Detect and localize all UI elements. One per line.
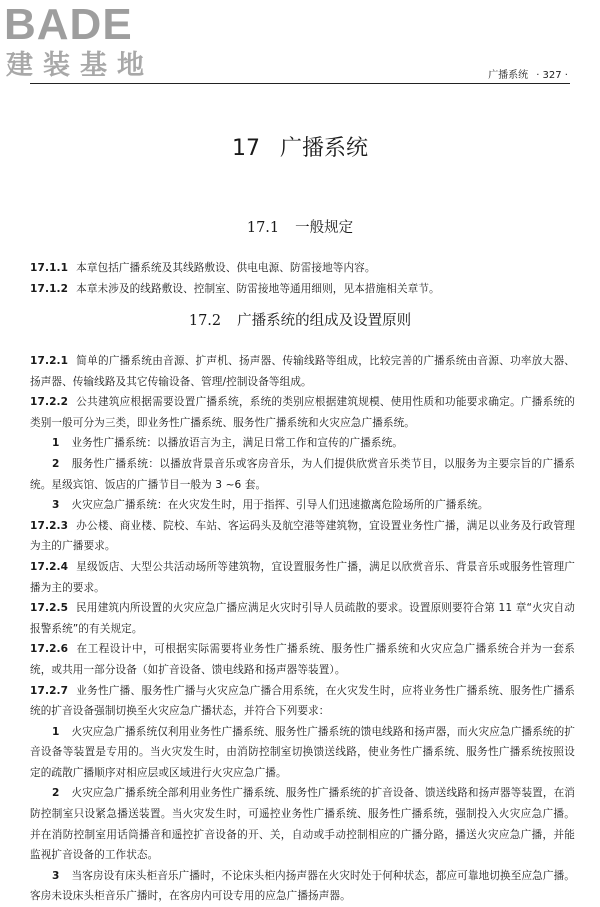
clause-text: 简单的广播系统由音源、扩声机、扬声器、传输线路等组成，比较完善的广播系统由音源、功率放大器、扬声器、传输线路及其它传输设备、管理/控制设备等组成。 [30, 355, 575, 388]
section-body-17-2 [30, 351, 575, 907]
chapter-heading [0, 134, 600, 164]
item-text: 服务性广播系统：以播放背景音乐或客房音乐，为人们提供欣赏音乐类节目，以服务为主要宗旨的广播系统。星级宾馆、饭店的广播节目一般为 3 ~6 套。 [30, 457, 575, 491]
clause [30, 557, 575, 598]
clause-text: 本章未涉及的线路敷设、控制室、防雷接地等通用细则，见本措施相关章节。 [76, 282, 440, 295]
clause-number: 17.2.4 [30, 560, 69, 573]
item-text: 火灾应急广播系统仅利用业务性广播系统、服务性广播系统的馈电线路和扬声器，而火灾应急广播系统的扩音设备等装置是专用的。当火灾发生时，由消防控制室切换馈送线路，使业务性广播系统、服务性广播系统按照设定的疏散广播顺序对相应层或区域进行火灾应急广播。 [30, 725, 575, 779]
item-number: 2 [52, 457, 60, 470]
clause-number: 17.1.2 [30, 282, 69, 295]
item-number: 1 [52, 725, 60, 738]
chapter-title: 广播系统 [279, 136, 368, 161]
list-item [30, 722, 575, 784]
item-number: 3 [52, 499, 60, 512]
clause-text: 民用建筑内所设置的火灾应急广播应满足火灾时引导人员疏散的要求。设置原则要符合第 11 章“火灾自动报警系统”的有关规定。 [30, 602, 575, 635]
clause [30, 681, 575, 722]
section-title: 一般规定 [295, 220, 354, 236]
running-head [488, 66, 568, 81]
clause-number: 17.2.5 [30, 602, 69, 615]
clause [30, 279, 575, 300]
item-text: 火灾应急广播系统全部利用业务性广播系统、服务性广播系统的扩音设备、馈送线路和扬声器等装置，在消防控制室只设紧急播送装置。当火灾发生时，可遥控业务性广播系统、服务性广播系统，强制投入火灾应急广播。并在消防控制室用话筒播音和遥控扩音设备的开、关，自动或手动控制相应的广播分路，播送火灾应急广播，并能监视扩音设备的工作状态。 [30, 787, 575, 862]
list-item [30, 454, 575, 495]
clause-number: 17.2.6 [30, 643, 69, 656]
clause-text: 办公楼、商业楼、院校、车站、客运码头及航空港等建筑物，宜设置业务性广播，满足以业务及行政管理为主的广播要求。 [30, 519, 575, 553]
clause-number: 17.2.7 [30, 684, 69, 697]
list-item [30, 495, 575, 516]
clause [30, 516, 575, 557]
list-item [30, 433, 575, 454]
clause-number: 17.1.1 [30, 262, 69, 274]
watermark-subtitle: 建装基地 [6, 50, 154, 81]
clause [30, 351, 575, 392]
item-number: 1 [52, 437, 60, 450]
item-text: 火灾应急广播系统：在火灾发生时，用于指挥、引导人们迅速撤离危险场所的广播系统。 [71, 499, 489, 512]
clause-number: 17.2.3 [30, 519, 69, 532]
clause-text: 本章包括广播系统及其线路敷设、供电电源、防雷接地等内容。 [76, 262, 376, 274]
clause-text: 在工程设计中，可根据实际需要将业务性广播系统、服务性广播系统和火灾应急广播系统合并为一套系统，或共用一部分设备（如扩音设备、馈电线路和扬声器等装置）。 [30, 643, 575, 676]
chapter-number: 17 [231, 136, 260, 161]
item-number: 2 [52, 787, 60, 800]
section-heading-17-1 [0, 218, 600, 238]
watermark-brand: BADE [4, 0, 133, 49]
section-body-17-1 [30, 258, 575, 299]
clause-text: 公共建筑应根据需要设置广播系统，系统的类别应根据建筑规模、使用性质和功能要求确定。广播系统的类别一般可分为三类，即业务性广播系统、服务性广播系统和火灾应急广播系统。 [30, 396, 575, 429]
section-heading-17-2 [0, 311, 600, 331]
clause-number: 17.2.1 [30, 355, 69, 367]
page-number: · 327 · [536, 70, 568, 81]
item-text: 业务性广播系统：以播放语言为主，满足日常工作和宣传的广播系统。 [71, 437, 403, 450]
clause-number: 17.2.2 [30, 396, 69, 409]
clause-text: 星级饭店、大型公共活动场所等建筑物，宜设置服务性广播，满足以欣赏音乐、背景音乐或服务性管理广播为主的要求。 [30, 560, 575, 594]
section-title: 广播系统的组成及设置原则 [237, 313, 412, 329]
clause [30, 598, 575, 639]
section-number: 17.1 [246, 220, 280, 236]
item-text: 当客房设有床头柜音乐广播时，不论床头柜内扬声器在火灾时处于何种状态，都应可靠地切换至应急广播。客房未设床头柜音乐广播时，在客房内可设专用的应急广播扬声器。 [30, 869, 575, 903]
watermark-logo [4, 2, 179, 84]
clause [30, 258, 575, 279]
header-rule [30, 83, 570, 84]
running-head-title: 广播系统 [488, 70, 529, 81]
list-item [30, 783, 575, 865]
item-number: 3 [52, 869, 60, 882]
section-number: 17.2 [188, 313, 222, 329]
clause-text: 业务性广播、服务性广播与火灾应急广播合用系统，在火灾发生时，应将业务性广播系统、服务性广播系统的扩音设备强制切换至火灾应急广播状态，并符合下列要求： [30, 684, 575, 718]
clause [30, 639, 575, 680]
clause [30, 392, 575, 433]
list-item [30, 866, 575, 907]
